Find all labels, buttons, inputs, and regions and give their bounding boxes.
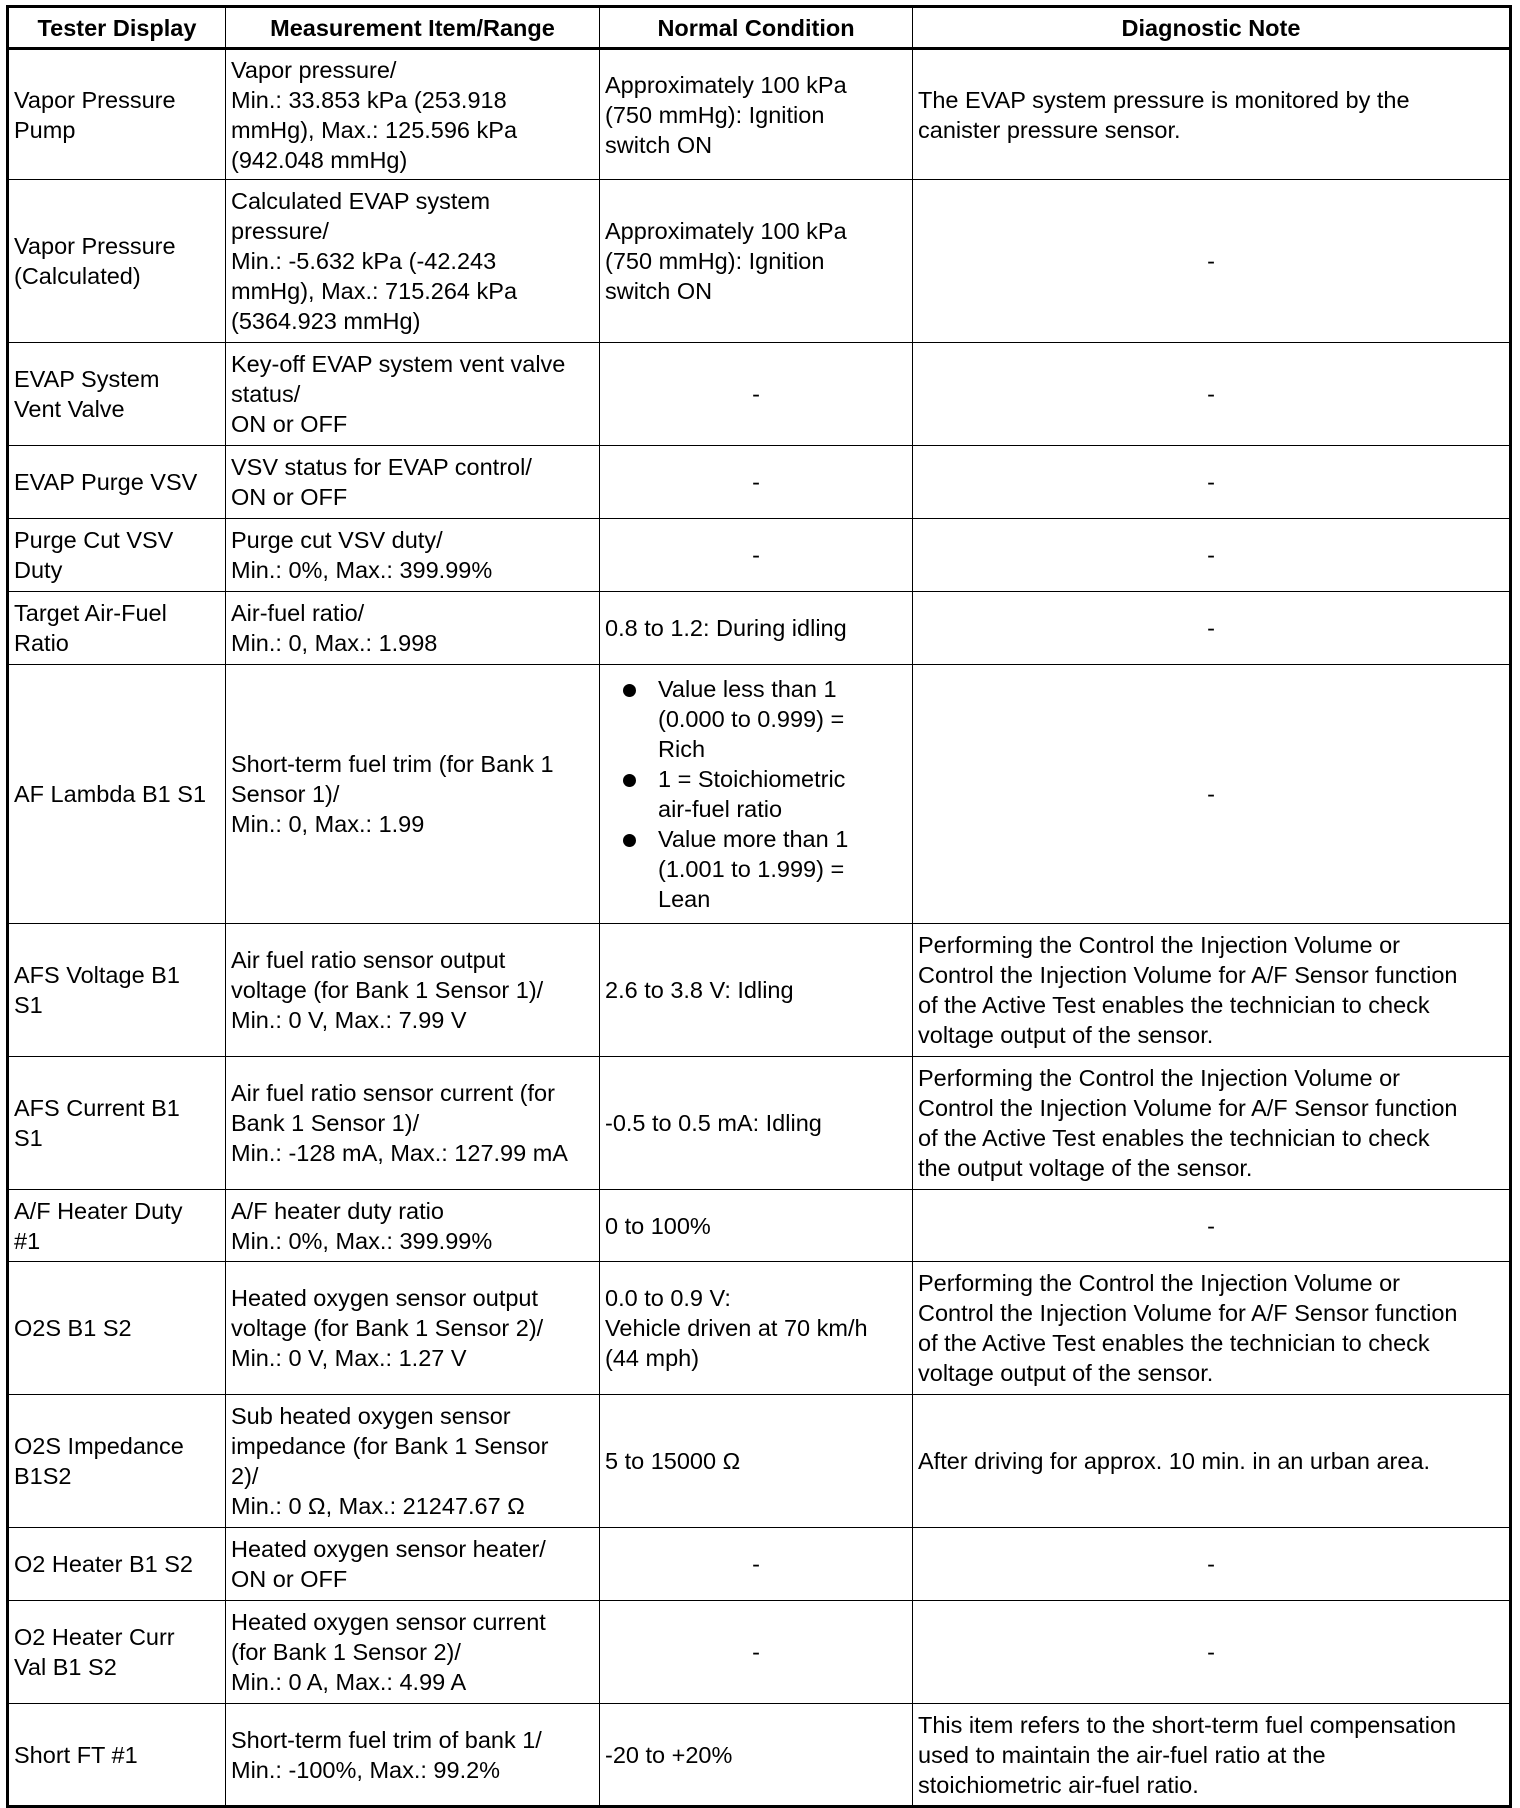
cell-tester-display <box>8 519 226 592</box>
header-measurement-item: Measurement Item/Range <box>226 7 600 49</box>
cell-line: Lean <box>658 886 711 912</box>
cell-line: Min.: 0 Ω, Max.: 21247.67 Ω <box>231 1493 525 1519</box>
cell-tester-display <box>8 180 226 343</box>
cell-line: - <box>752 1639 760 1665</box>
header-row <box>8 7 1511 49</box>
cell-line: voltage (for Bank 1 Sensor 2)/ <box>231 1315 544 1341</box>
cell-measurement-item <box>226 446 600 519</box>
cell-normal-condition <box>600 1395 913 1528</box>
cell-normal-condition <box>600 49 913 180</box>
cell-line: Purge cut VSV duty/ <box>231 527 443 553</box>
cell-line: Bank 1 Sensor 1)/ <box>231 1110 420 1136</box>
cell-line: status/ <box>231 381 301 407</box>
cell-line: Duty <box>14 557 63 583</box>
table-row <box>8 180 1511 343</box>
cell-line: (44 mph) <box>605 1345 700 1371</box>
cell-normal-condition <box>600 1057 913 1190</box>
cell-line: air-fuel ratio <box>658 796 783 822</box>
table-row <box>8 1601 1511 1704</box>
cell-line: Target Air-Fuel <box>14 600 167 626</box>
cell-line: - <box>1207 615 1215 641</box>
cell-measurement-item <box>226 49 600 180</box>
data-list-table-container <box>6 5 1509 1808</box>
cell-line: Vehicle driven at 70 km/h <box>605 1315 868 1341</box>
cell-diagnostic-note <box>913 1190 1511 1262</box>
cell-measurement-item <box>226 180 600 343</box>
cell-line: EVAP System <box>14 366 160 392</box>
cell-line: voltage output of the sensor. <box>918 1360 1214 1386</box>
cell-line: B1S2 <box>14 1463 72 1489</box>
cell-line: Rich <box>658 736 706 762</box>
cell-line: Heated oxygen sensor heater/ <box>231 1536 546 1562</box>
cell-line: impedance (for Bank 1 Sensor <box>231 1433 549 1459</box>
cell-line: Short-term fuel trim of bank 1/ <box>231 1726 542 1753</box>
cell-tester-display <box>8 1262 226 1395</box>
cell-line: Performing the Control the Injection Volume or <box>918 1065 1401 1091</box>
cell-tester-display <box>8 924 226 1057</box>
cell-line: Min.: -5.632 kPa (-42.243 <box>231 248 497 274</box>
cell-diagnostic-note <box>913 1057 1511 1190</box>
cell-tester-display <box>8 343 226 446</box>
cell-line: Heated oxygen sensor output <box>231 1285 539 1311</box>
cell-line: mmHg), Max.: 715.264 kPa <box>231 278 518 304</box>
cell-diagnostic-note <box>913 519 1511 592</box>
cell-line: - <box>1207 781 1215 807</box>
cell-diagnostic-note <box>913 1601 1511 1704</box>
table-row <box>8 343 1511 446</box>
cell-line: A/F Heater Duty <box>14 1197 183 1224</box>
cell-line: Sensor 1)/ <box>231 781 340 807</box>
cell-line: (0.000 to 0.999) = <box>658 706 845 732</box>
cell-diagnostic-note <box>913 592 1511 665</box>
table-row <box>8 1528 1511 1601</box>
cell-measurement-item <box>226 1528 600 1601</box>
cell-line: -0.5 to 0.5 mA: Idling <box>605 1110 822 1136</box>
cell-measurement-item <box>226 1601 600 1704</box>
cell-line: 1 = Stoichiometric <box>658 766 846 792</box>
cell-line: This item refers to the short-term fuel compensation <box>918 1711 1457 1738</box>
cell-line: Min.: -128 mA, Max.: 127.99 mA <box>231 1140 568 1166</box>
cell-diagnostic-note <box>913 343 1511 446</box>
cell-line: (750 mmHg): Ignition <box>605 248 825 274</box>
cell-line: Ratio <box>14 630 69 656</box>
cell-line: Calculated EVAP system <box>231 188 491 214</box>
cell-line: (1.001 to 1.999) = <box>658 856 845 882</box>
cell-line: VSV status for EVAP control/ <box>231 454 532 480</box>
cell-line: of the Active Test enables the technician to check <box>918 1330 1430 1356</box>
cell-line: ON or OFF <box>231 1566 348 1592</box>
table-row <box>8 665 1511 924</box>
cell-line: - <box>752 469 760 495</box>
cell-measurement-item <box>226 343 600 446</box>
normal-condition-list <box>605 674 907 914</box>
cell-line: - <box>1207 381 1215 407</box>
header-normal-condition: Normal Condition <box>600 7 913 49</box>
cell-line: of the Active Test enables the technician to check <box>918 992 1430 1018</box>
cell-line: stoichiometric air-fuel ratio. <box>918 1771 1199 1798</box>
bullet-icon <box>623 774 636 787</box>
cell-line: The EVAP system pressure is monitored by the <box>918 86 1410 113</box>
cell-line: - <box>1207 1639 1215 1665</box>
cell-normal-condition <box>600 924 913 1057</box>
cell-line: EVAP Purge VSV <box>14 469 198 495</box>
cell-line: Pump <box>14 116 76 143</box>
cell-line: 5 to 15000 Ω <box>605 1448 741 1474</box>
cell-line: Min.: 33.853 kPa (253.918 <box>231 86 507 113</box>
cell-normal-condition <box>600 180 913 343</box>
cell-line: Performing the Control the Injection Volume or <box>918 1270 1401 1296</box>
list-item <box>623 824 907 914</box>
cell-line: Short-term fuel trim (for Bank 1 <box>231 751 554 777</box>
cell-line: Min.: 0, Max.: 1.99 <box>231 811 425 837</box>
cell-line: ON or OFF <box>231 411 348 437</box>
cell-line: - <box>752 542 760 568</box>
cell-line: mmHg), Max.: 125.596 kPa <box>231 116 518 143</box>
header-tester-display: Tester Display <box>8 7 226 49</box>
cell-tester-display <box>8 1395 226 1528</box>
cell-line: S1 <box>14 992 43 1018</box>
cell-line: After driving for approx. 10 min. in an urban area. <box>918 1448 1431 1474</box>
cell-line: O2S Impedance <box>14 1433 184 1459</box>
cell-diagnostic-note <box>913 665 1511 924</box>
header-diagnostic-note: Diagnostic Note <box>913 7 1511 49</box>
cell-normal-condition <box>600 1528 913 1601</box>
cell-normal-condition <box>600 1704 913 1807</box>
cell-measurement-item <box>226 592 600 665</box>
cell-line: - <box>752 1551 760 1577</box>
cell-line: Vapor Pressure <box>14 86 176 113</box>
cell-tester-display <box>8 1704 226 1807</box>
cell-line: 2)/ <box>231 1463 259 1489</box>
cell-diagnostic-note <box>913 1395 1511 1528</box>
data-list-table <box>6 5 1512 1808</box>
cell-normal-condition <box>600 1262 913 1395</box>
cell-line: voltage (for Bank 1 Sensor 1)/ <box>231 977 544 1003</box>
cell-line: ON or OFF <box>231 484 348 510</box>
table-row <box>8 1057 1511 1190</box>
list-item <box>623 764 907 824</box>
cell-normal-condition <box>600 519 913 592</box>
cell-line: Air fuel ratio sensor output <box>231 947 506 973</box>
cell-measurement-item <box>226 519 600 592</box>
table-body <box>8 49 1511 1807</box>
cell-line: Min.: 0%, Max.: 399.99% <box>231 557 493 583</box>
cell-line: - <box>1207 1551 1215 1577</box>
cell-line: Control the Injection Volume for A/F Sensor function <box>918 962 1458 988</box>
cell-line: AFS Current B1 <box>14 1095 180 1121</box>
cell-line: Control the Injection Volume for A/F Sensor function <box>918 1095 1458 1121</box>
cell-line: - <box>1207 542 1215 568</box>
cell-line: 0 to 100% <box>605 1212 711 1239</box>
table-row <box>8 1190 1511 1262</box>
cell-line: Sub heated oxygen sensor <box>231 1403 511 1429</box>
cell-line: Approximately 100 kPa <box>605 218 847 244</box>
table-row <box>8 1395 1511 1528</box>
cell-line: 0.8 to 1.2: During idling <box>605 615 847 641</box>
table-row <box>8 924 1511 1057</box>
cell-line: O2 Heater Curr <box>14 1624 175 1650</box>
cell-line: switch ON <box>605 278 713 304</box>
cell-line: S1 <box>14 1125 43 1151</box>
cell-line: 0.0 to 0.9 V: <box>605 1285 731 1311</box>
cell-line: 2.6 to 3.8 V: Idling <box>605 977 794 1003</box>
cell-line: Value less than 1 <box>658 676 837 702</box>
cell-tester-display <box>8 1601 226 1704</box>
cell-line: Min.: 0 V, Max.: 7.99 V <box>231 1007 467 1033</box>
cell-measurement-item <box>226 665 600 924</box>
cell-line: Vapor Pressure <box>14 233 176 259</box>
table-row <box>8 49 1511 180</box>
cell-line: AF Lambda B1 S1 <box>14 781 207 807</box>
cell-normal-condition <box>600 665 913 924</box>
cell-line: (for Bank 1 Sensor 2)/ <box>231 1639 461 1665</box>
cell-line: Heated oxygen sensor current <box>231 1609 546 1635</box>
cell-diagnostic-note <box>913 924 1511 1057</box>
cell-normal-condition <box>600 1190 913 1262</box>
cell-line: -20 to +20% <box>605 1741 733 1768</box>
cell-line: Min.: 0, Max.: 1.998 <box>231 630 438 656</box>
cell-line: Value more than 1 <box>658 826 849 852</box>
cell-normal-condition <box>600 1601 913 1704</box>
table-row <box>8 1262 1511 1395</box>
cell-line: Key-off EVAP system vent valve <box>231 351 566 377</box>
table-row <box>8 592 1511 665</box>
cell-line: Purge Cut VSV <box>14 527 174 553</box>
cell-tester-display <box>8 49 226 180</box>
cell-normal-condition <box>600 592 913 665</box>
cell-measurement-item <box>226 1190 600 1262</box>
cell-line: the output voltage of the sensor. <box>918 1155 1253 1181</box>
cell-line: (750 mmHg): Ignition <box>605 101 825 128</box>
cell-line: Min.: 0 V, Max.: 1.27 V <box>231 1345 467 1371</box>
cell-diagnostic-note <box>913 180 1511 343</box>
cell-normal-condition <box>600 446 913 519</box>
cell-tester-display <box>8 665 226 924</box>
cell-line: Air fuel ratio sensor current (for <box>231 1080 555 1106</box>
cell-line: of the Active Test enables the technician to check <box>918 1125 1430 1151</box>
table-row <box>8 1704 1511 1807</box>
cell-diagnostic-note <box>913 49 1511 180</box>
cell-line: switch ON <box>605 131 713 158</box>
cell-measurement-item <box>226 1395 600 1528</box>
cell-line: Approximately 100 kPa <box>605 71 847 98</box>
cell-line: A/F heater duty ratio <box>231 1197 444 1224</box>
cell-line: - <box>1207 248 1215 274</box>
cell-tester-display <box>8 592 226 665</box>
cell-line: (Calculated) <box>14 263 141 289</box>
cell-line: Vent Valve <box>14 396 125 422</box>
cell-line: (5364.923 mmHg) <box>231 308 421 334</box>
cell-line: Performing the Control the Injection Volume or <box>918 932 1401 958</box>
cell-line: Vapor pressure/ <box>231 56 397 83</box>
cell-line: #1 <box>14 1227 41 1254</box>
cell-line: O2S B1 S2 <box>14 1315 132 1341</box>
list-item <box>623 674 907 764</box>
cell-diagnostic-note <box>913 1528 1511 1601</box>
cell-line: - <box>1207 469 1215 495</box>
cell-diagnostic-note <box>913 446 1511 519</box>
cell-normal-condition <box>600 343 913 446</box>
cell-tester-display <box>8 1528 226 1601</box>
cell-line: AFS Voltage B1 <box>14 962 180 988</box>
cell-line: canister pressure sensor. <box>918 116 1181 143</box>
cell-line: Min.: -100%, Max.: 99.2% <box>231 1756 501 1783</box>
cell-diagnostic-note <box>913 1704 1511 1807</box>
cell-line: Air-fuel ratio/ <box>231 600 365 626</box>
cell-tester-display <box>8 1057 226 1190</box>
cell-tester-display <box>8 1190 226 1262</box>
cell-line: Min.: 0%, Max.: 399.99% <box>231 1227 493 1254</box>
cell-line: - <box>1207 1212 1215 1239</box>
cell-line: Min.: 0 A, Max.: 4.99 A <box>231 1669 467 1695</box>
cell-line: voltage output of the sensor. <box>918 1022 1214 1048</box>
cell-measurement-item <box>226 924 600 1057</box>
cell-line: Control the Injection Volume for A/F Sensor function <box>918 1300 1458 1326</box>
cell-line: used to maintain the air-fuel ratio at the <box>918 1741 1326 1768</box>
bullet-icon <box>623 684 636 697</box>
cell-line: Val B1 S2 <box>14 1654 117 1680</box>
cell-line: - <box>752 381 760 407</box>
cell-measurement-item <box>226 1704 600 1807</box>
cell-measurement-item <box>226 1262 600 1395</box>
cell-line: pressure/ <box>231 218 329 244</box>
cell-line: O2 Heater B1 S2 <box>14 1551 193 1577</box>
bullet-icon <box>623 834 636 847</box>
table-row <box>8 519 1511 592</box>
cell-diagnostic-note <box>913 1262 1511 1395</box>
table-row <box>8 446 1511 519</box>
cell-measurement-item <box>226 1057 600 1190</box>
cell-line: (942.048 mmHg) <box>231 146 408 173</box>
cell-tester-display <box>8 446 226 519</box>
cell-line: Short FT #1 <box>14 1741 138 1768</box>
